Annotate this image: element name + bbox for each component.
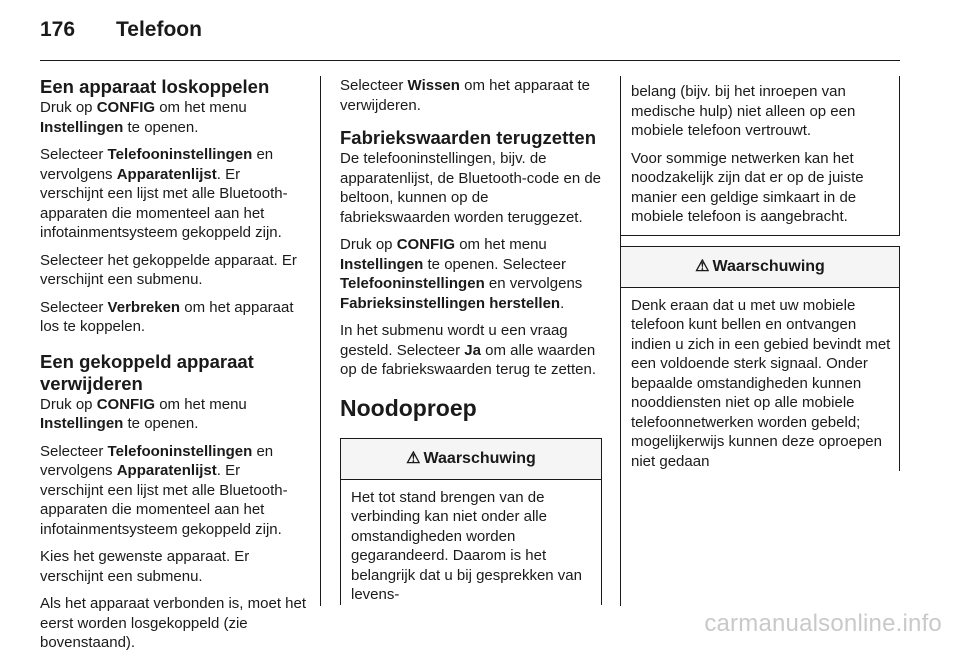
paragraph: Druk op CONFIG om het menu Instellingen te openen. Selecteer Telefooninstellingen en vervolgens Fabrieksinstellingen herstellen. [340, 236, 583, 312]
column-divider-1 [320, 76, 321, 606]
paragraph: Selecteer Telefooninstellingen en vervolgens Apparatenlijst. Er verschijnt een lijst met alle Bluetooth-apparaten die momenteel aan het infotainmentsysteem gekoppeld zijn. [40, 146, 288, 241]
paragraph: Als het apparaat verbonden is, moet het eerst worden losgekoppeld (zie bovenstaand). [40, 595, 307, 651]
paragraph: Selecteer Verbreken om het apparaat los te koppelen. [40, 298, 294, 335]
warning-title: Waarschuwing [423, 449, 536, 467]
warning-box-1 [340, 438, 602, 605]
section-heading-remove: Een gekoppeld apparaat verwijderen [40, 350, 254, 394]
paragraph: Selecteer het gekoppelde apparaat. Er verschijnt een submenu. [40, 251, 297, 288]
paragraph: Kies het gewenste apparaat. Er verschijnt een submenu. [40, 548, 250, 585]
page-header [40, 18, 202, 48]
paragraph: Selecteer Telefooninstellingen en vervolgens Apparatenlijst. Er verschijnt een lijst met alle Bluetooth-apparaten die momenteel aan het infotainmentsysteem gekoppeld zijn. [40, 442, 288, 538]
column-3 [620, 76, 900, 471]
section-heading-factory-reset: Fabriekswaarden terugzetten [340, 127, 596, 148]
warning-header [621, 247, 899, 288]
section-heading-disconnect: Een apparaat loskoppelen [40, 76, 270, 97]
warning-icon: ⚠ [695, 257, 710, 275]
watermark: carmanualsonline.info [704, 610, 942, 637]
warning-icon: ⚠ [406, 449, 421, 467]
header-rule [40, 60, 900, 61]
paragraph: In het submenu wordt u een vraag gesteld. Selecteer Ja om alle waarden op de fabriekswaarden terug te zetten. [340, 322, 596, 378]
warning-body: Het tot stand brengen van de verbinding kan niet onder alle omstandigheden worden gegarandeerd. Daarom is het belangrijk dat u bij gesprekken van levens- [351, 488, 582, 603]
paragraph: De telefooninstellingen, bijv. de apparatenlijst, de Bluetooth-code en de beltoon, kunnen op de fabriekswaarden worden teruggezet. [340, 150, 602, 226]
paragraph: belang (bijv. bij het inroepen van medische hulp) niet alleen op een mobiele telefoon vertrouwt. [631, 83, 856, 139]
warning-body: Denk eraan dat u met uw mobiele telefoon kunt bellen en ontvangen indien u zich in een gebied bevindt met een voldoende sterk signaal. Onder bepaalde omstandigheden kunnen nooddiensten niet op alle mobiele telefoonnetwerken worden gebeld; mogelijkerwijs kunnen deze oproepen niet gedaan [631, 296, 891, 470]
page-number: 176 [40, 18, 76, 41]
paragraph: Druk op CONFIG om het menu Instellingen te openen. [40, 395, 247, 432]
page-title: Telefoon [116, 18, 202, 41]
warning-title: Waarschuwing [712, 257, 825, 275]
warning-box-continued [620, 76, 900, 236]
section-heading-emergency-call: Noodoproep [340, 394, 477, 421]
warning-box-2 [620, 246, 900, 472]
paragraph: Voor sommige netwerken kan het noodzakelijk zijn dat er op de juiste manier een geldige simkaart in de mobiele telefoon is aangebracht. [631, 149, 864, 225]
column-1 [40, 76, 306, 661]
paragraph: Selecteer Wissen om het apparaat te verwijderen. [340, 77, 591, 114]
paragraph: Druk op CONFIG om het menu Instellingen te openen. [40, 99, 247, 136]
column-2 [340, 76, 602, 605]
warning-header [341, 439, 601, 480]
